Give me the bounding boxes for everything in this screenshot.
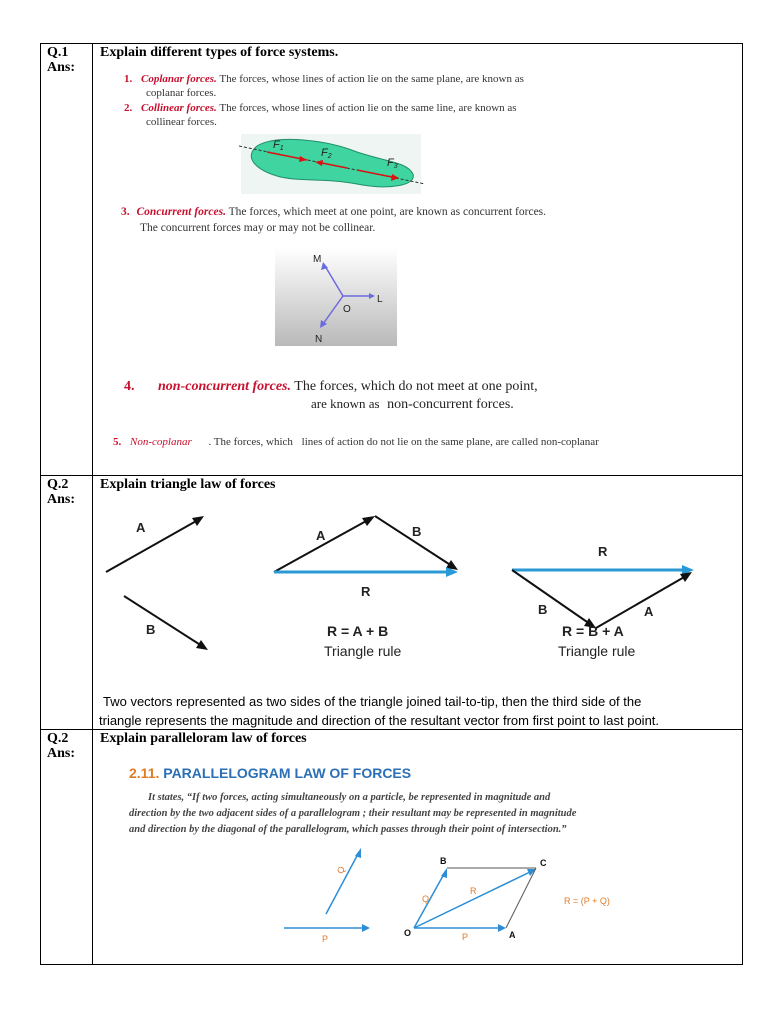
- vector-a-arrow: [596, 576, 686, 628]
- item-text-cont: coplanar forces.: [146, 87, 217, 99]
- item-number: 5.: [113, 436, 122, 448]
- label-n: N: [315, 334, 323, 345]
- question-title: Explain triangle law of forces: [100, 477, 276, 492]
- label-b: B: [538, 602, 548, 617]
- force-type-collinear: [124, 101, 517, 115]
- answer-label: Ans:: [47, 492, 76, 507]
- collinear-forces-figure: [237, 132, 427, 194]
- label-r: R: [598, 544, 608, 559]
- item-number: 4.: [124, 379, 135, 394]
- label-l: L: [377, 294, 383, 305]
- answer-cell: [94, 44, 742, 475]
- item-text-cont: lines of action do not lie on the same plane, are called non-coplanar: [301, 436, 599, 448]
- arrowhead: [192, 516, 204, 526]
- triangle-rule-caption: Triangle rule: [324, 643, 402, 659]
- vector-b-arrow: [124, 596, 202, 646]
- question-row-1: [41, 44, 742, 476]
- force-type-coplanar: [124, 72, 524, 86]
- item-text: The forces, whose lines of action lie on the same line, are known as: [219, 102, 517, 114]
- question-number-cell: [41, 476, 93, 729]
- answer-label: Ans:: [47, 60, 76, 75]
- statement-line-3: and direction by the diagonal of the parallelogram, which passes through their point of intersection.”: [129, 824, 567, 835]
- question-row-3: [41, 730, 742, 964]
- item-term: Collinear forces.: [141, 102, 217, 114]
- statement-line-1: It states, “If two forces, acting simultaneously on a particle, be represented in magnitude and: [148, 792, 551, 803]
- item-text-part: non-concurrent forces.: [387, 397, 514, 412]
- question-number: Q.1: [47, 45, 69, 60]
- item-text-cont: collinear forces.: [146, 116, 217, 128]
- vector-b-arrow: [512, 570, 590, 624]
- parallelogram-law-figure: [234, 844, 614, 944]
- point-a: A: [509, 930, 516, 940]
- label-r: R: [361, 584, 371, 599]
- answer-cell: [94, 730, 742, 964]
- question-number-cell: [41, 44, 93, 475]
- label-q: Q: [334, 864, 347, 876]
- label-a: A: [136, 520, 146, 535]
- item-number: 2.: [124, 102, 133, 114]
- item-text: . The forces, which: [208, 436, 293, 448]
- concurrent-forces-figure: [275, 248, 397, 346]
- item-term: Concurrent forces.: [136, 206, 226, 218]
- item-text: The forces, whose lines of action lie on the same plane, are known as: [219, 73, 524, 85]
- item-text: The forces, which do not meet at one point,: [294, 379, 538, 394]
- label-a: A: [644, 604, 654, 619]
- equation-r-a-b: R = A + B: [327, 623, 389, 639]
- arrowhead: [362, 516, 375, 526]
- point-b: B: [440, 856, 447, 866]
- question-number: Q.2: [47, 477, 69, 492]
- label-a: A: [316, 528, 326, 543]
- heading-number: 2.11.: [129, 765, 160, 781]
- item-text: The forces, which meet at one point, are known as concurrent forces.: [228, 206, 547, 218]
- vector-q-arrow: [326, 854, 358, 914]
- question-title: Explain paralleloram law of forces: [100, 731, 307, 746]
- label-q: Q: [422, 894, 430, 904]
- label-f3: F3: [387, 157, 398, 170]
- vector-a-arrow: [106, 520, 198, 572]
- force-type-non-coplanar: [113, 435, 599, 449]
- point-o: O: [404, 928, 412, 938]
- triangle-rule-caption: Triangle rule: [558, 643, 636, 659]
- item-term: Non-coplanar: [130, 436, 192, 448]
- label-m: M: [313, 254, 322, 265]
- item-text-cont: [311, 396, 514, 413]
- item-term: Coplanar forces.: [141, 73, 217, 85]
- label-f1: F1: [273, 139, 284, 152]
- arrowhead: [362, 924, 370, 932]
- label-p: P: [322, 934, 329, 944]
- item-text-cont: The concurrent forces may or may not be collinear.: [140, 222, 376, 234]
- arrowhead: [680, 572, 692, 582]
- triangle-law-figure: [98, 506, 738, 706]
- answer-cell: [94, 476, 742, 729]
- item-number: 3.: [121, 206, 130, 218]
- question-title: Explain different types of force systems.: [100, 45, 339, 60]
- heading-text: PARALLELOGRAM LAW OF FORCES: [163, 765, 412, 781]
- point-c: C: [540, 858, 547, 868]
- item-number: 1.: [124, 73, 133, 85]
- question-row-2: [41, 476, 742, 730]
- label-r: R: [470, 886, 477, 896]
- statement-line-2: direction by the two adjacent sides of a parallelogram ; their resultant may be represented in magnitude: [129, 808, 577, 819]
- label-o: O: [343, 304, 351, 315]
- item-text-part: are known as: [311, 396, 380, 411]
- label-b: B: [412, 524, 422, 539]
- resultant-r-arrow: [414, 872, 530, 928]
- arrowhead: [498, 924, 506, 932]
- force-type-non-concurrent: [124, 379, 538, 395]
- resultant-formula: R = (P + Q): [564, 896, 610, 906]
- answer-label: Ans:: [47, 746, 76, 761]
- item-term: non-concurrent forces.: [158, 379, 292, 394]
- question-number: Q.2: [47, 731, 69, 746]
- equation-r-b-a: R = B + A: [562, 623, 624, 639]
- triangle-law-explanation-line-2: triangle represents the magnitude and direction of the resultant vector from first point to last point.: [99, 713, 660, 728]
- label-p: P: [462, 932, 469, 942]
- label-b: B: [146, 622, 156, 637]
- question-number-cell: [41, 730, 93, 964]
- questions-table: [40, 43, 743, 965]
- parallelogram-law-heading: [129, 765, 411, 781]
- force-type-concurrent: [121, 205, 546, 219]
- triangle-law-explanation-line-1: Two vectors represented as two sides of the triangle joined tail-to-tip, then the third side of the: [103, 694, 642, 709]
- arrowhead: [196, 640, 208, 650]
- label-f2: F2: [321, 147, 332, 160]
